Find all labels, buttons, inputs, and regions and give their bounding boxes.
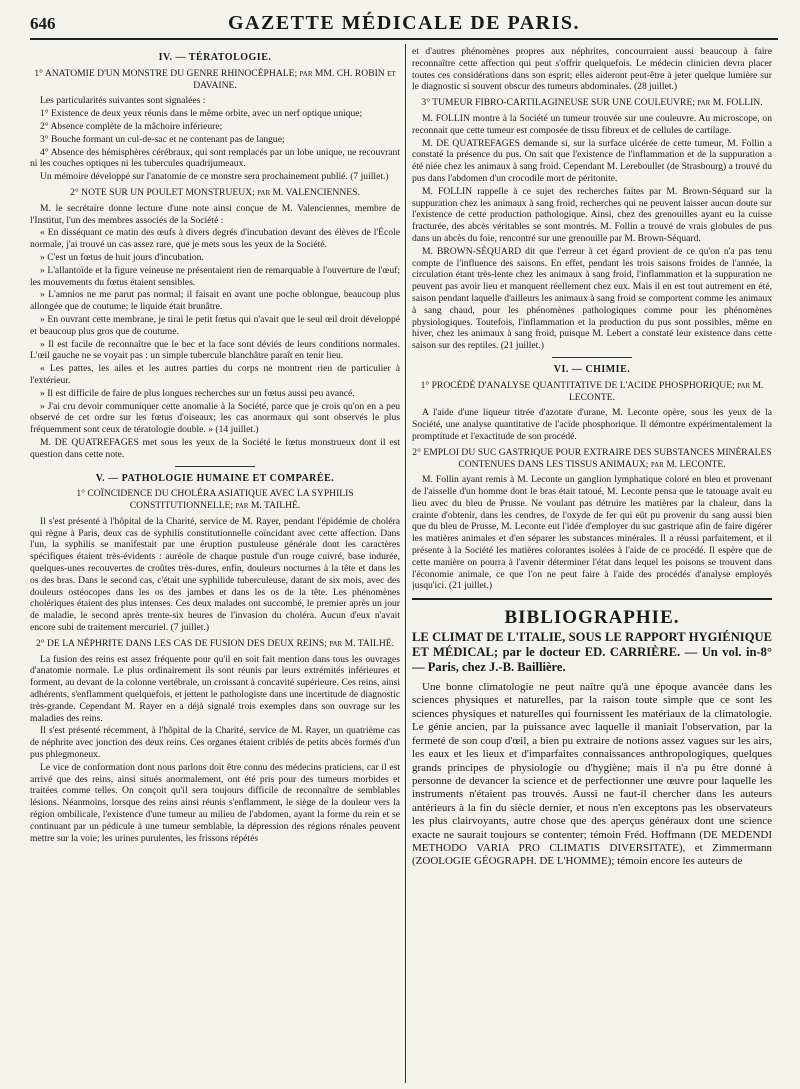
paragraph: 3° Bouche formant un cul-de-sac et ne contenant pas de langue;	[40, 133, 285, 145]
paragraph: » C'est un fœtus de huit jours d'incubation.	[40, 251, 204, 263]
paragraph: 4° Absence des hémisphères cérébraux, qui sont remplacés par un lobe unique, ne recouvrant ni les couches optiques ni les tubercules quadrijumeaux.	[30, 146, 400, 170]
paragraph: » L'allantoïde et la figure veineuse ne présentaient rien de remarquable à l'ouverture de l'œuf; les mouvements du fœtus étaient sensibles.	[30, 264, 400, 288]
paragraph: 1° Existence de deux yeux réunis dans le même orbite, avec un nerf optique unique;	[40, 108, 363, 120]
paragraph: La fusion des reins est assez fréquente pour qu'il en soit fait mention dans tous les ouvrages d'anatomie normale. Le plus ordinairement ils sont réunis par leurs extrémités inférieures et forment, au devant de la colonne vertébrale, un croissant à concavité supérieure. Ces reins, ainsi adhérents, s'enflamment quelquefois, et jettent le pathologiste dans une incertitude de diagnostic très-grande. Cependant M. Rayer en a déjà signalé trois exemples dans son ouvrage sur les maladies des reins.	[30, 653, 400, 724]
section-rule	[175, 466, 255, 467]
page-number: 646	[30, 14, 56, 33]
paragraph: M. le secrétaire donne lecture d'une note ainsi conçue de M. Valenciennes, membre de l'Institut, l'un des membres associés de la Société :	[30, 202, 400, 226]
paragraph: M. FOLLIN rappelle à ce sujet des recherches faites par M. Brown-Séquard sur la suppuration chez les animaux à sang froid, recherches qui ne peuvent laisser aucun doute sur l'existence de cette production pathologique. Ainsi, chez des grenouilles ayant eu la cuisse fracturée, des abcès véritables se sont montrés. M. Follin a trouvé de vrais globules de pus dans un abcès du foie, rencontré sur une grenouille par M. Brown-Séquard.	[412, 185, 772, 244]
section-heading-pathology: V. — PATHOLOGIE HUMAINE ET COMPARÉE.	[95, 472, 335, 484]
paragraph: M. DE QUATREFAGES met sous les yeux de la Société le fœtus monstrueux dont il est question dans cette note.	[30, 436, 400, 460]
article-title: 3° TUMEUR FIBRO-CARTILAGINEUSE SUR UNE COULEUVRE; par M. FOLLIN.	[421, 97, 763, 109]
paragraph: » L'amnios ne me parut pas normal; il faisait en avant une poche oblongue, beaucoup plus allongée que de coutume; le liquide était brunâtre.	[30, 289, 400, 313]
paragraph: » Il est facile de reconnaître que le bec et la face sont déviés de leurs conditions normales. L'œil gauche ne se voyait pas : un simple tubercule blanchâtre paraît en tenir lieu.	[30, 338, 400, 362]
paragraph: Les particularités suivantes sont signalées :	[40, 95, 206, 107]
column-divider	[405, 44, 406, 1083]
paragraph: « En disséquant ce matin des œufs à divers degrés d'incubation devant des élèves de l'École normale, j'ai trouvé un cas assez rare, que je mets sous les yeux de la Société.	[30, 227, 400, 251]
paragraph: Le vice de conformation dont nous parlons doit être connu des médecins praticiens, car il est arrivé que des reins, ainsi situés anormalement, ont été pris pour des tumeurs morbides et traitées comme telles. On conçoit qu'il sera toujours difficile de reconnaître de semblables lésions. Néanmoins, lorsque des reins ainsi réunis s'enflamment, le siège de la douleur vers la région ombilicale, l'existence d'une tumeur au milieu de l'abdomen, ayant la forme du rein et se continuant par un pédicule à une tumeur semblable, la dépression des régions rénales peuvent mettre sur la voie; les urines purulentes, les frissons répétés	[30, 761, 400, 844]
paragraph: M. Follin ayant remis à M. Leconte un ganglion lymphatique coloré en bleu et provenant de l'aisselle d'un homme dont le bras était tatoué, M. Leconte pensa que le tatouage avait eu lieu avec du bleu de Prusse. Ne voulant pas détruire les matières par la chaleur, dans la crainte d'obtenir, dans les cendres, de l'oxyde de fer qui eût pu provenir du sang aussi bien que du bleu de Prusse, M. Leconte eut l'idée d'employer du suc gastrique afin de faire digérer les matières animales et d'en séparer les substances minérales. Il a réussi parfaitement, et il présente à la Société les matières colorantes isolées à l'aide de ce procédé. Il espère que de cette manière on pourra à l'avenir déterminer l'état dans lequel les poisons se trouvent dans l'économie animale, ce que l'on ne peut faire à l'aide des procédés d'analyse employés jusqu'ici. (21 juillet.)	[412, 474, 772, 592]
section-heading-teratology: IV. — TÉRATOLOGIE.	[158, 52, 272, 63]
paragraph: M. BROWN-SÉQUARD dit que l'erreur à cet égard provient de ce qu'on n'a pas tenu compte de l'influence des saisons. En effet, pendant les trois saisons froides de l'année, la circulation étant très-lente chez les animaux à sang froid, l'inflammation et la suppuration ne peuvent pas avoir lieu et manquent réellement chez eux. Mais il en est tout autrement en été, saison pendant laquelle d'ailleurs les animaux à sang froid se comportent comme les animaux à sang chaud, pour les phénomènes pathologiques comme pour les phénomènes physiologiques. Toutefois, l'inflammation et la production du pus sont possibles, même en hiver, chez les animaux à sang froid, puisque M. Lebert a constaté leur existence dans cette saison sur des reptiles. (21 juillet.)	[412, 245, 772, 352]
paragraph: » En ouvrant cette membrane, je tirai le petit fœtus qui n'avait que le seul œil droit développé et beaucoup plus gros que de coutume.	[30, 313, 400, 337]
paragraph: « Les pattes, les ailes et les autres parties du corps ne montrent rien de particulier à l'extérieur.	[30, 363, 400, 386]
bibliography-section	[412, 598, 772, 868]
section-rule	[552, 357, 632, 358]
page-header	[30, 8, 778, 40]
article-title: 2° DE LA NÉPHRITE DANS LES CAS DE FUSION DES DEUX REINS; par M. TAILHÉ.	[35, 637, 395, 649]
left-column	[30, 46, 400, 1085]
paragraph: et d'autres phénomènes propres aux néphrites, concourraient aussi beaucoup à faire reconnaître cette affection qui peut s'offrir quelquefois. Le médecin clinicien devra placer toutes ces considérations dans son esprit; elles aideront peut-être à jeter quelque lumière sur le diagnostic si souvent obscur des tumeurs abdominales. (28 juillet.)	[412, 46, 772, 93]
paragraph: » J'ai cru devoir communiquer cette anomalie à la Société, parce que je crois qu'on en a peu observé de cet ordre sur les fœtus d'oiseaux; les cas anormaux qui sont observés le plus fréquemment sont ceux de tératologie double. » (14 juillet.)	[30, 400, 400, 436]
article-title: 2° EMPLOI DU SUC GASTRIQUE POUR EXTRAIRE DES SUBSTANCES MINÉRALES CONTENUES DANS LES TISSUS ANIMAUX; par M. LECONTE.	[412, 446, 772, 470]
right-column	[412, 46, 772, 1085]
article-title: 1° PROCÉDÉ D'ANALYSE QUANTITATIVE DE L'ACIDE PHOSPHORIQUE; par M. LECONTE.	[420, 379, 764, 403]
paragraph: Une bonne climatologie ne peut naître qu'à une époque avancée dans les sciences physiques et naturelles, par la raison toute simple que ce sont les sciences physiques et naturelles qui fournissent les matériaux de la climatologie. Le génie ancien, par la puissance avec laquelle il maniait l'observation, par la fermeté de son coup d'œil, a bien pu extraire de notions assez vagues sur les airs, les eaux et les lieux et d'imparfaites connaissances anthropologiques, quelques grands principes de physiologie ou d'hygiène; mais il n'a pu être donné à personne de devancer la science et de perfectionner une œuvre pour laquelle les instruments n'étaient pas trouvés. Aussi ne faut-il chercher dans les auteurs antérieurs à la fin du siècle dernier, et nous n'en exceptons pas les observateurs les plus clairvoyants, autre chose que des aperçus généraux dont une science exacte ne saurait toujours se contenter; témoin Fréd. Hoffmann (DE MEDENDI METHODO VARIA PRO CLIMATIS DIVERSITATE), et Zimmermann (ZOOLOGIE GÉOGRAPH. DE L'HOMME); témoin encore les auteurs de	[412, 681, 772, 868]
article-title: 1° COÏNCIDENCE DU CHOLÉRA ASIATIQUE AVEC LA SYPHILIS CONSTITUTIONNELLE; par M. TAILHÉ.	[76, 488, 354, 512]
section-heading-chemistry: VI. — CHIMIE.	[553, 363, 631, 375]
article-title: 1° ANATOMIE D'UN MONSTRE DU GENRE RHINOCÉPHALE; par MM. CH. ROBIN et DAVAINE.	[34, 67, 396, 91]
journal-title: GAZETTE MÉDICALE DE PARIS.	[227, 12, 581, 34]
paragraph: Il s'est présenté récemment, à l'hôpital de la Charité, service de M. Rayer, un quatrième cas de néphrite avec jonction des deux reins. Ces organes étaient criblés de petits abcès formés d'un pus phlegmoneux.	[30, 725, 400, 761]
paragraph: Un mémoire développé sur l'anatomie de ce monstre sera prochainement publié. (7 juillet.)	[40, 171, 389, 183]
paragraph: 2° Absence complète de la mâchoire inférieure;	[40, 120, 223, 132]
paragraph: A l'aide d'une liqueur titrée d'azotate d'urane, M. Leconte opère, sous les yeux de la Société, une analyse quantitative de l'acide phosphorique. Il démontre expérimentalement la promptitude et l'exactitude de son procédé.	[412, 407, 772, 442]
paragraph: M. FOLLIN montre à la Société un tumeur trouvée sur une couleuvre. Au microscope, on reconnait que cette tumeur est composée de tissu fibreux et de cellules de cartilage.	[412, 112, 772, 136]
paragraph: M. DE QUATREFAGES demande si, sur la surface ulcérée de cette tumeur, M. Follin a constaté la présence du pus. On sait que l'existence de l'inflammation et de la suppuration a été niée chez les animaux à sang froid. Cependant M. Lereboullet (de Strasbourg) a trouvé du pus dans l'abdomen d'un crocodile mort de péritonite.	[412, 137, 772, 184]
bibliography-heading: BIBLIOGRAPHIE.	[504, 607, 680, 629]
book-reference: LE CLIMAT DE L'ITALIE, SOUS LE RAPPORT HYGIÉNIQUE ET MÉDICAL; par le docteur ED. CARRIÈRE. — Un vol. in-8° — Paris, chez J.-B. Baillière.	[412, 630, 772, 675]
article-title: 2° NOTE SUR UN POULET MONSTRUEUX; par M. VALENCIENNES.	[70, 186, 360, 198]
paragraph: » Il est difficile de faire de plus longues recherches sur un fœtus aussi peu avancé.	[40, 387, 355, 399]
paragraph: Il s'est présenté à l'hôpital de la Charité, service de M. Rayer, pendant l'épidémie de choléra qui règne à Paris, deux cas de syphilis constitutionnelle coïncidant avec cette affection. Dans l'un, la syphilis se manifestait par une éruption pustuleuse générale dont les caractères spécifiques étaient très-évidents : auréole de chaque pustule d'un rouge cuivré, base indurée, quelques-unes recouvertes de croûtes très-dures, enfin, douleurs nocturnes à la tête et dans les os des bras. Dans le second cas, c'était une syphilide tuberculeuse, datant de six mois, avec des douleurs ostéocopes dans les os des jambes et dans les os de la tête. Les phénomènes cholériques étaient des plus intenses. Ces deux malades ont succombé, le premier après un jour de maladie, le second après trente-six heures de l'invasion du choléra. Aucun d'eux n'avait encore subi de traitement mercuriel. (7 juillet.)	[30, 515, 400, 634]
